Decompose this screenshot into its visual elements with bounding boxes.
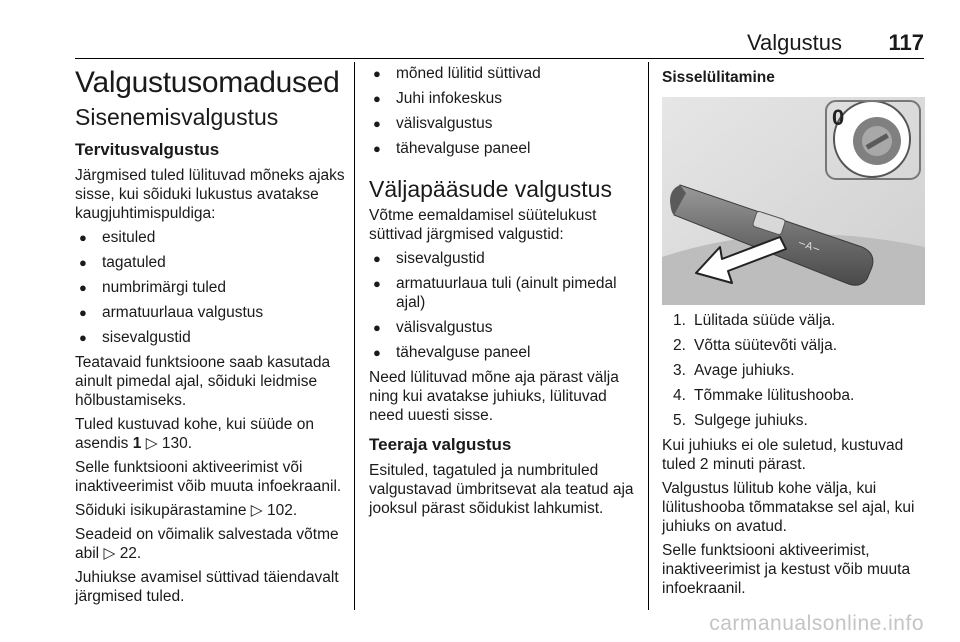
- paragraph: Tuled kustuvad kohe, kui süüde on asendis 1 ▷ 130.: [75, 416, 314, 452]
- exit-lights-list: [369, 249, 641, 362]
- column-2: [369, 60, 641, 523]
- figure-badge: 0: [832, 105, 845, 130]
- paragraph: Selle funktsiooni aktiveerimist või inaktiveerimist võib muuta infoekraanil.: [75, 459, 342, 495]
- page-header: [0, 0, 960, 56]
- page-ref-link[interactable]: 130.: [161, 435, 193, 452]
- page-ref-arrow-icon: ▷: [103, 545, 116, 562]
- list-item: ● välisvalgustus: [369, 318, 641, 337]
- paragraph: Sõiduki isikupärastamine ▷ 102.: [75, 502, 298, 519]
- section-heading: Sisenemisvalgustus: [75, 104, 279, 130]
- subsection-heading: Teeraja valgustus: [369, 435, 512, 454]
- header-rule: [75, 58, 924, 59]
- subsection-heading: Sisselülitamine: [662, 69, 775, 86]
- page-ref-arrow-icon: ▷: [250, 502, 263, 519]
- list-item: 2. Võtta süütevõti välja.: [673, 337, 838, 354]
- column-1: [75, 60, 353, 611]
- section-heading: Väljapääsude valgustus: [369, 176, 612, 202]
- list-item: ● tähevalguse paneel: [369, 139, 641, 158]
- list-item: ● armatuurlaua tuli (ainult pimedal ajal): [369, 274, 641, 312]
- list-item: ● armatuurlaua valgustus: [75, 303, 353, 322]
- lever-illustration-svg: [662, 97, 925, 305]
- driver-door-lights-list: [369, 64, 641, 158]
- list-item: ● välisvalgustus: [369, 114, 641, 133]
- list-item: ● sisevalgustid: [369, 249, 641, 268]
- ignition-position: 1: [132, 435, 142, 452]
- svg-text:−A−: −A−: [795, 237, 822, 256]
- page-ref-arrow-icon: ▷: [145, 435, 158, 452]
- chapter-title: Valgustusomadused: [75, 66, 340, 99]
- column-divider-1: [354, 62, 355, 610]
- list-item: ● Juhi infokeskus: [369, 89, 641, 108]
- column-3: [662, 60, 925, 603]
- column-divider-2: [648, 62, 649, 610]
- paragraph: Valgustus lülitub kohe välja, kui lülitushooba tõmmatakse sel ajal, kui juhiuks on avatud.: [662, 480, 915, 535]
- intro-paragraph: Võtme eemaldamisel süütelukust süttivad järgmised valgustid:: [369, 207, 597, 243]
- list-item: ● tagatuled: [75, 253, 353, 272]
- list-item: 3. Avage juhiuks.: [673, 362, 795, 379]
- page-ref-link[interactable]: 102.: [267, 502, 298, 519]
- steps-list: [662, 311, 925, 430]
- list-item: 4. Tõmmake lülitushooba.: [673, 387, 855, 404]
- list-item: ● tähevalguse paneel: [369, 343, 641, 362]
- paragraph: Kui juhiuks ei ole suletud, kustuvad tuled 2 minuti pärast.: [662, 437, 904, 473]
- paragraph: Esituled, tagatuled ja numbrituled valgustavad ümbritsevat ala teatud aja jooksul pärast sõidukist lahkumist.: [369, 462, 634, 517]
- watermark: carmanualsonline.info: [709, 612, 924, 635]
- section-title: Valgustus: [747, 30, 842, 55]
- paragraph: Need lülituvad mõne aja pärast välja ning kui avatakse juhiuks, lülituvad need uuesti sisse.: [369, 369, 619, 424]
- paragraph: Teatavaid funktsioone saab kasutada ainult pimedal ajal, sõiduki leidmise hõlbustamiseks.: [75, 354, 331, 409]
- page-ref-link[interactable]: 22.: [119, 545, 142, 562]
- paragraph: Selle funktsiooni aktiveerimist, inaktiveerimist ja kestust võib muuta infoekraanil.: [662, 542, 911, 597]
- welcome-lights-list: [75, 228, 353, 347]
- page-number: 117: [888, 30, 924, 55]
- subsection-heading: Tervitusvalgustus: [75, 140, 220, 159]
- list-item: 5. Sulgege juhiuks.: [673, 412, 808, 429]
- intro-paragraph: Järgmised tuled lülituvad mõneks ajaks sisse, kui sõiduki lukustus avatakse kaugjuhtimispuldiga:: [75, 167, 345, 222]
- list-item: ● numbrimärgi tuled: [75, 278, 353, 297]
- paragraph: Juhiukse avamisel süttivad täiendavalt järgmised tuled.: [75, 569, 339, 605]
- light-switch-lever-illustration: [662, 97, 925, 305]
- list-item: ● esituled: [75, 228, 353, 247]
- list-item: 1. Lülitada süüde välja.: [673, 312, 836, 329]
- paragraph: Seadeid on võimalik salvestada võtme abil ▷ 22.: [75, 526, 339, 562]
- list-item: ● sisevalgustid: [75, 328, 353, 347]
- list-item: ● mõned lülitid süttivad: [369, 64, 641, 83]
